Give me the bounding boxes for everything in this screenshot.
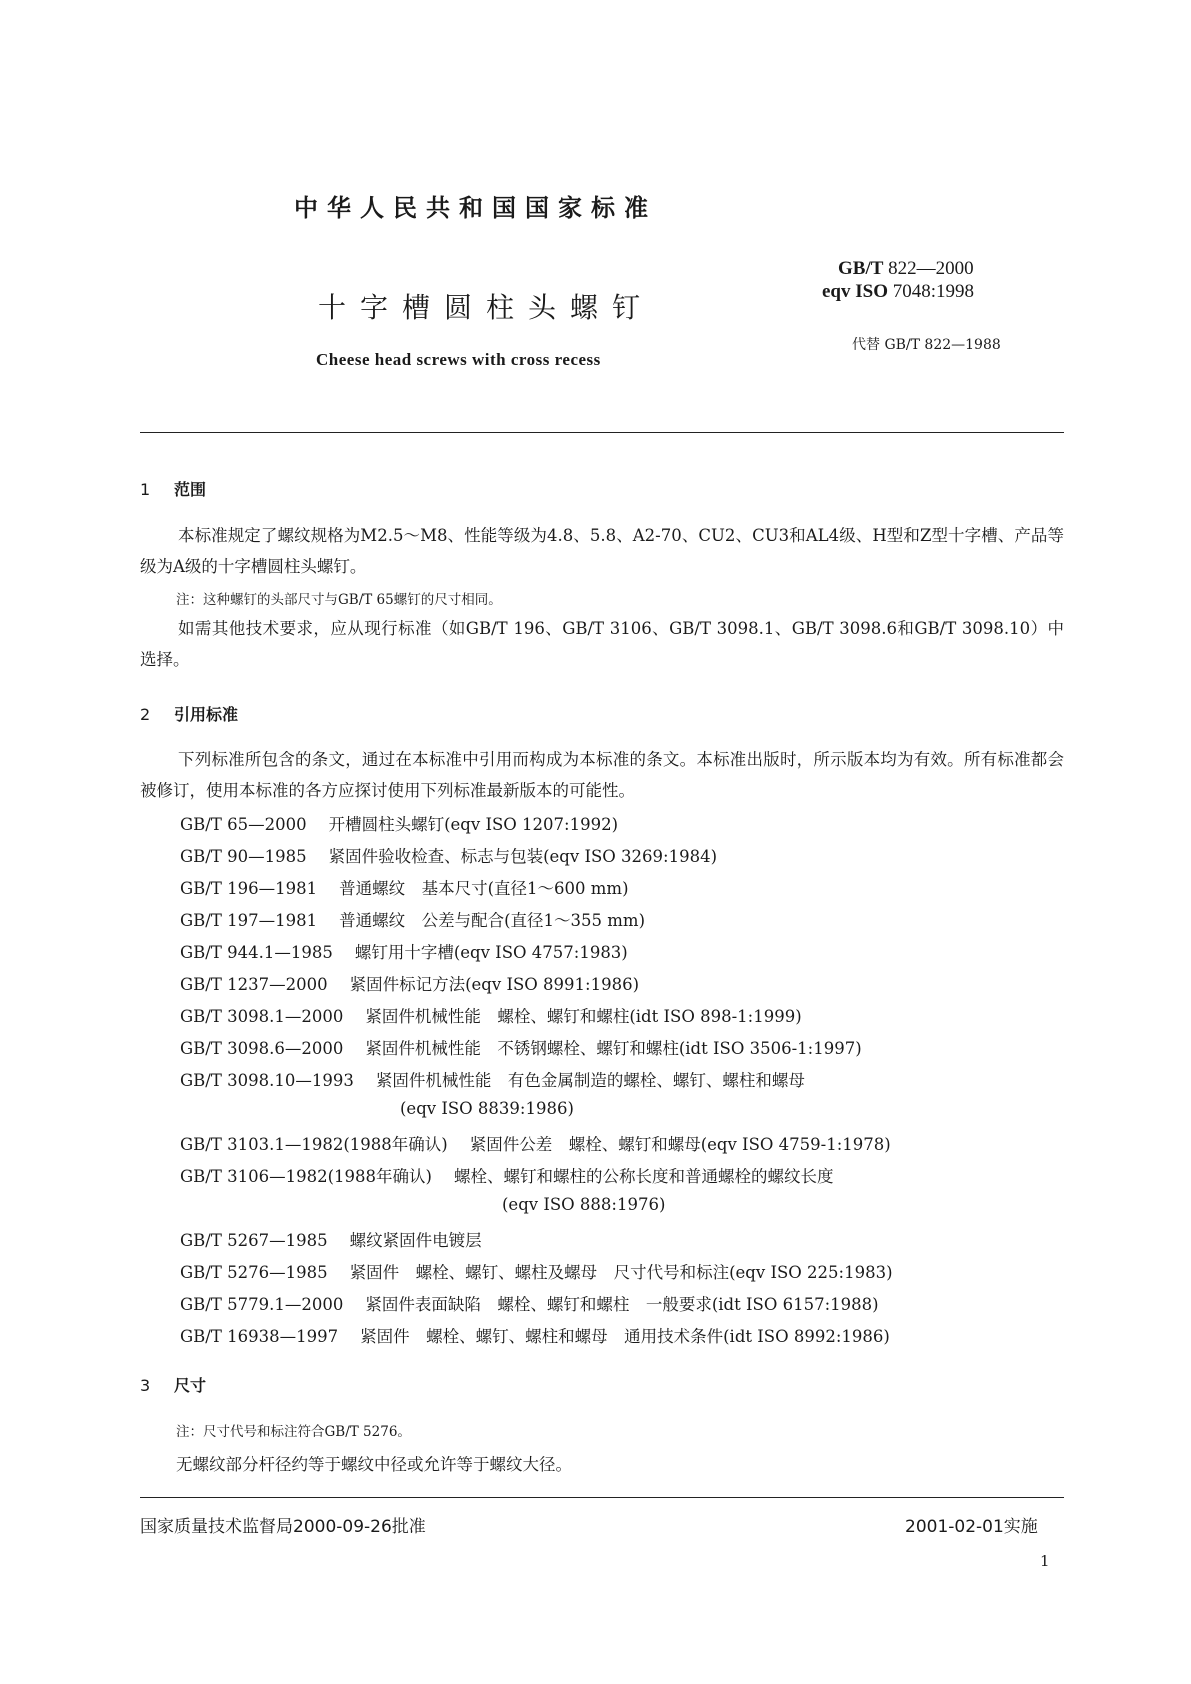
reference-code: GB/T 5267—1985 bbox=[180, 1231, 328, 1250]
reference-title: 紧固件机械性能 螺栓、螺钉和螺柱(idt ISO 898-1:1999) bbox=[365, 1007, 802, 1026]
document-title: 十字槽圆柱头螺钉 bbox=[318, 291, 655, 324]
reference-code: GB/T 3098.6—2000 bbox=[180, 1039, 344, 1058]
section-1-note: 注：这种螺钉的头部尺寸与GB/T 65螺钉的尺寸相同。 bbox=[176, 592, 502, 608]
section-number: 2 bbox=[140, 705, 151, 724]
reference-code: GB/T 16938—1997 bbox=[180, 1327, 339, 1346]
reference-item bbox=[180, 1227, 482, 1251]
reference-code: GB/T 3103.1—1982(1988年确认) bbox=[180, 1135, 448, 1154]
reference-title: 紧固件验收检查、标志与包装(eqv ISO 3269:1984) bbox=[328, 847, 718, 866]
section-1-heading bbox=[140, 477, 206, 500]
reference-code: GB/T 5779.1—2000 bbox=[180, 1295, 344, 1314]
standard-number-value: 822—2000 bbox=[883, 258, 974, 279]
section-title: 尺寸 bbox=[174, 1376, 207, 1395]
reference-title: 紧固件表面缺陷 螺栓、螺钉和螺柱 一般要求(idt ISO 6157:1988) bbox=[365, 1295, 879, 1314]
reference-code: GB/T 197—1981 bbox=[180, 911, 318, 930]
section-2-heading bbox=[140, 702, 238, 725]
footer-divider bbox=[140, 1497, 1064, 1498]
reference-code: GB/T 3106—1982(1988年确认) bbox=[180, 1167, 432, 1186]
reference-title: 紧固件机械性能 不锈钢螺栓、螺钉和螺柱(idt ISO 3506-1:1997) bbox=[365, 1039, 862, 1058]
reference-code: GB/T 1237—2000 bbox=[180, 975, 328, 994]
reference-item bbox=[180, 1259, 893, 1283]
standard-prefix: GB/T bbox=[838, 258, 884, 279]
reference-continuation: (eqv ISO 8839:1986) bbox=[400, 1099, 574, 1118]
reference-title: 紧固件 螺栓、螺钉、螺柱和螺母 通用技术条件(idt ISO 8992:1986) bbox=[360, 1327, 890, 1346]
reference-title: 紧固件公差 螺栓、螺钉和螺母(eqv ISO 4759-1:1978) bbox=[469, 1135, 891, 1154]
reference-item bbox=[180, 1291, 879, 1315]
reference-item bbox=[180, 1003, 802, 1027]
standard-number bbox=[838, 258, 974, 280]
reference-title: 紧固件标记方法(eqv ISO 8991:1986) bbox=[349, 975, 640, 994]
reference-title: 紧固件机械性能 有色金属制造的螺栓、螺钉、螺柱和螺母 bbox=[375, 1071, 805, 1090]
reference-title: 螺栓、螺钉和螺柱的公称长度和普通螺栓的螺纹长度 bbox=[453, 1167, 834, 1186]
equivalent-number: 7048:1998 bbox=[888, 281, 975, 302]
section-3-heading bbox=[140, 1373, 206, 1396]
reference-title: 普通螺纹 公差与配合(直径1～355 mm) bbox=[339, 911, 646, 930]
reference-code: GB/T 5276—1985 bbox=[180, 1263, 328, 1282]
reference-item bbox=[180, 875, 629, 899]
reference-code: GB/T 944.1—1985 bbox=[180, 943, 333, 962]
page-number: 1 bbox=[1040, 1552, 1050, 1570]
reference-title: 开槽圆柱头螺钉(eqv ISO 1207:1992) bbox=[328, 815, 619, 834]
equivalent-prefix: eqv ISO bbox=[822, 281, 888, 302]
reference-item bbox=[180, 1323, 890, 1347]
reference-title: 紧固件 螺栓、螺钉、螺柱及螺母 尺寸代号和标注(eqv ISO 225:1983) bbox=[349, 1263, 893, 1282]
reference-code: GB/T 3098.1—2000 bbox=[180, 1007, 344, 1026]
section-1-paragraph-2: 如需其他技术要求，应从现行标准（如GB/T 196、GB/T 3106、GB/T 3098.1、GB/T 3098.6和GB/T 3098.10）中选择。 bbox=[140, 619, 1064, 669]
reference-item bbox=[180, 971, 639, 995]
reference-item bbox=[180, 1035, 862, 1059]
approval-date: 国家质量技术监督局2000-09-26批准 bbox=[140, 1517, 426, 1537]
equivalent-standard bbox=[822, 281, 974, 303]
replaces-standard: 代替 GB/T 822—1988 bbox=[852, 337, 1001, 353]
header-divider bbox=[140, 432, 1064, 433]
reference-item bbox=[180, 811, 618, 835]
reference-item bbox=[180, 1131, 891, 1155]
reference-title: 螺纹紧固件电镀层 bbox=[349, 1231, 482, 1250]
reference-title: 普通螺纹 基本尺寸(直径1～600 mm) bbox=[339, 879, 629, 898]
english-title: Cheese head screws with cross recess bbox=[316, 350, 601, 369]
reference-code: GB/T 65—2000 bbox=[180, 815, 307, 834]
reference-item bbox=[180, 843, 717, 867]
effective-date: 2001-02-01实施 bbox=[905, 1517, 1038, 1537]
section-1-paragraph-1: 本标准规定了螺纹规格为M2.5～M8、性能等级为4.8、5.8、A2-70、CU2、CU3和AL4级、H型和Z型十字槽、产品等级为A级的十字槽圆柱头螺钉。 bbox=[140, 526, 1064, 576]
national-standard-title: 中华人民共和国国家标准 bbox=[294, 194, 657, 222]
section-title: 范围 bbox=[174, 480, 207, 499]
reference-item bbox=[180, 1067, 805, 1091]
reference-title: 螺钉用十字槽(eqv ISO 4757:1983) bbox=[354, 943, 628, 962]
reference-item bbox=[180, 1163, 833, 1187]
section-2-paragraph: 下列标准所包含的条文，通过在本标准中引用而构成为本标准的条文。本标准出版时，所示版本均为有效。所有标准都会被修订，使用本标准的各方应探讨使用下列标准最新版本的可能性。 bbox=[140, 750, 1064, 800]
reference-item bbox=[180, 907, 645, 931]
reference-code: GB/T 3098.10—1993 bbox=[180, 1071, 354, 1090]
section-title: 引用标准 bbox=[174, 705, 239, 724]
reference-item bbox=[180, 939, 628, 963]
section-3-note: 注：尺寸代号和标注符合GB/T 5276。 bbox=[176, 1424, 411, 1440]
section-number: 3 bbox=[140, 1376, 151, 1395]
reference-code: GB/T 196—1981 bbox=[180, 879, 318, 898]
section-number: 1 bbox=[140, 480, 151, 499]
reference-continuation: (eqv ISO 888:1976) bbox=[502, 1195, 666, 1214]
reference-code: GB/T 90—1985 bbox=[180, 847, 307, 866]
section-3-text: 无螺纹部分杆径约等于螺纹中径或允许等于螺纹大径。 bbox=[176, 1455, 572, 1474]
